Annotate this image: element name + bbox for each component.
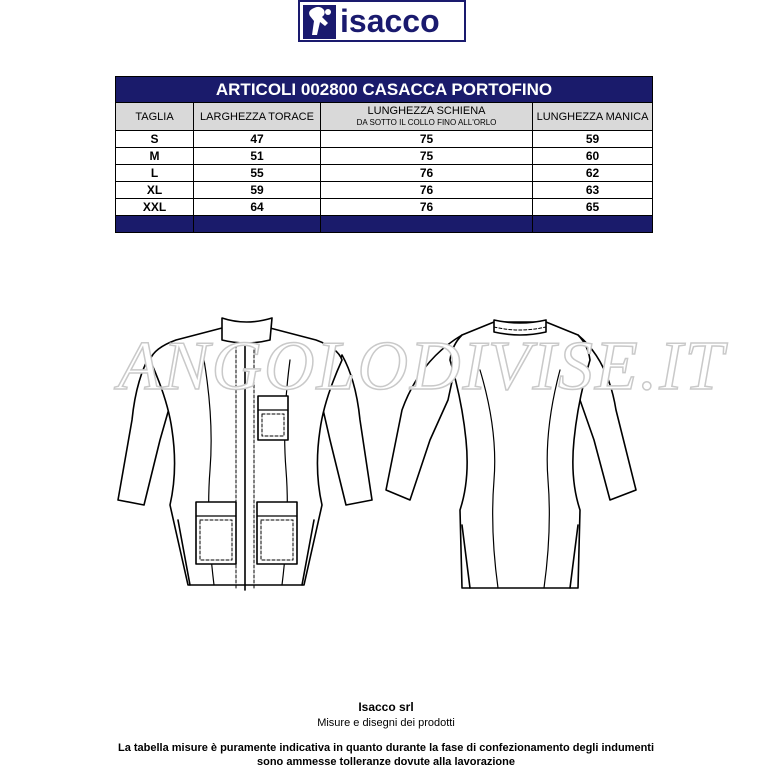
header-back-length-note: DA SOTTO IL COLLO FINO ALL'ORLO [356,117,497,127]
cell-sleeve: 65 [533,199,653,216]
cook-figure-icon [300,2,340,42]
disclaimer-line-2: sono ammesse tolleranze dovute alla lavorazione [257,756,515,768]
cell-sleeve: 60 [533,148,653,165]
cell-back: 75 [321,148,533,165]
brand-name: isacco [340,3,440,39]
disclaimer-line-1: La tabella misure è puramente indicativa in quanto durante la fase di confezionamento degli indumenti [117,742,655,754]
cell-sleeve: 63 [533,182,653,199]
cell-size: XL [116,182,194,199]
table-row [116,131,653,148]
cell-size: L [116,165,194,182]
table-row [116,199,653,216]
header-back-length-label: LUNGHEZZA SCHIENA [367,104,486,117]
cell-sleeve: 62 [533,165,653,182]
cell-chest: 47 [194,131,321,148]
front-left-pocket [196,502,236,564]
table-footer-bar [116,216,653,233]
size-table [115,76,653,233]
cell-chest: 51 [194,148,321,165]
header-back-length [321,103,533,131]
header-chest: LARGHEZZA TORACE [194,103,321,131]
company-subline: Misure e disegni dei prodotti [317,717,455,729]
cell-sleeve: 59 [533,131,653,148]
brand-logo [298,0,466,42]
cell-back: 76 [321,182,533,199]
header-size: TAGLIA [116,103,194,131]
cell-size: M [116,148,194,165]
disclaimer [0,741,772,769]
cell-back: 76 [321,199,533,216]
cell-size: S [116,131,194,148]
cell-chest: 59 [194,182,321,199]
cell-chest: 55 [194,165,321,182]
table-title: ARTICOLI 002800 CASACCA PORTOFINO [116,77,653,103]
cell-back: 75 [321,131,533,148]
table-row [116,182,653,199]
cell-size: XXL [116,199,194,216]
company-name: Isacco srl [358,700,414,714]
watermark: ANGOLODIVISE.IT [118,328,726,405]
cell-back: 76 [321,165,533,182]
front-right-pocket [257,502,297,564]
header-sleeve: LUNGHEZZA MANICA [533,103,653,131]
cell-chest: 64 [194,199,321,216]
table-row [116,148,653,165]
table-row [116,165,653,182]
